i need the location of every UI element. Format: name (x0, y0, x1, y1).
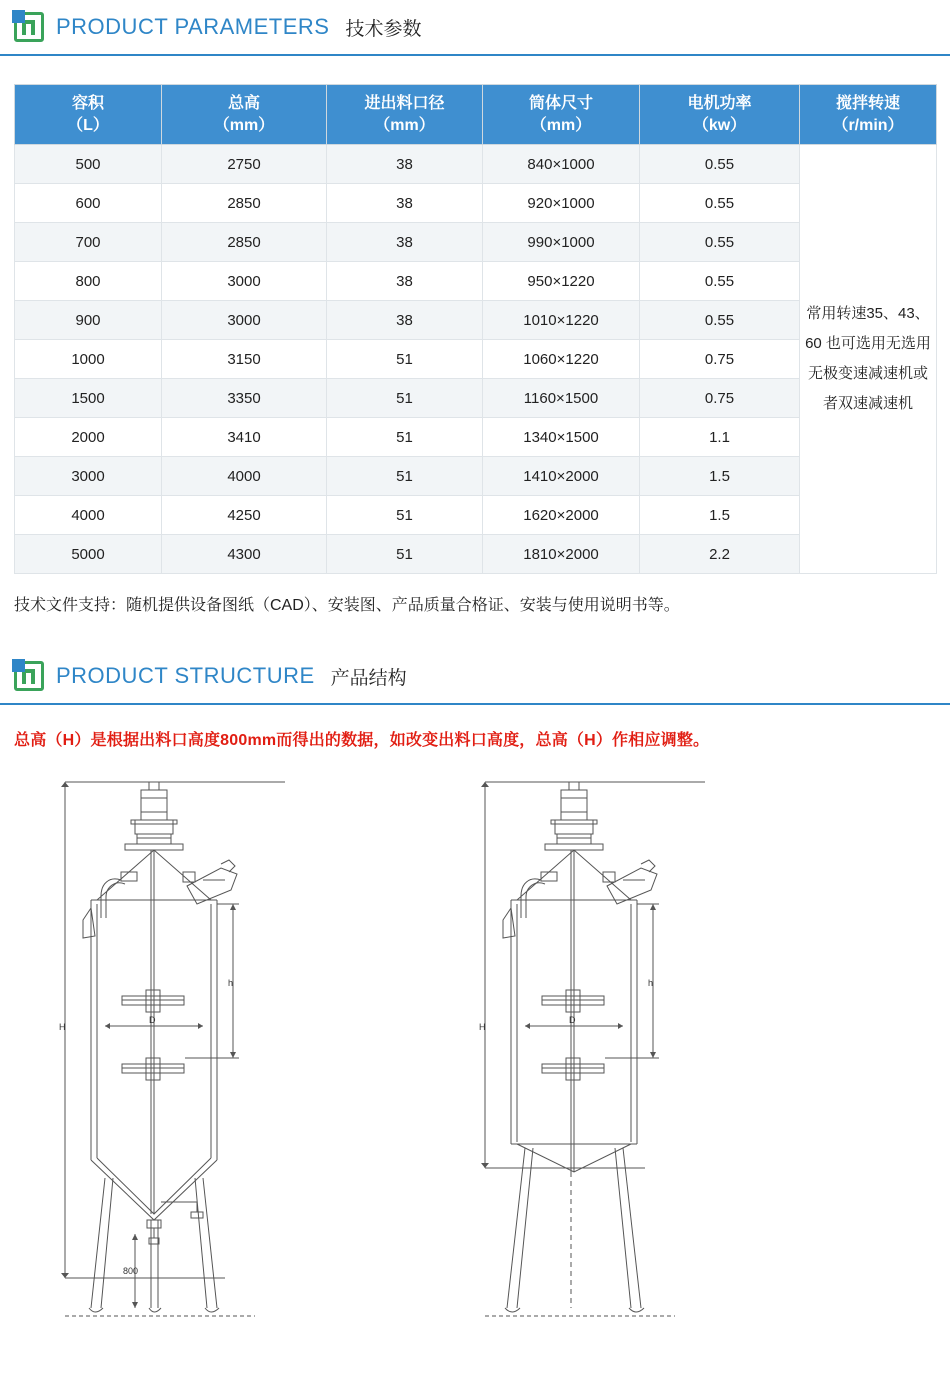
cell-body: 1410×2000 (483, 457, 640, 496)
cell-body: 990×1000 (483, 223, 640, 262)
table-header-cell (483, 85, 640, 145)
tank-drawing-right (479, 782, 705, 1316)
cell-volume: 800 (15, 262, 162, 301)
section-title-en: PRODUCT STRUCTURE (56, 663, 315, 689)
cell-port: 51 (327, 418, 483, 457)
cell-port: 38 (327, 184, 483, 223)
table-row (15, 340, 937, 379)
cell-port: 51 (327, 535, 483, 574)
header-line-2: （mm） (374, 116, 435, 134)
parameters-table (14, 84, 937, 574)
cell-volume: 1000 (15, 340, 162, 379)
structure-red-note: 总高（H）是根据出料口高度800mm而得出的数据，如改变出料口高度，总高（H）作相应调整。 (14, 732, 710, 750)
header-line-2: （mm） (213, 116, 275, 134)
section-title-cn: 产品结构 (330, 667, 407, 689)
cell-power: 0.55 (640, 262, 800, 301)
cell-body: 1620×2000 (483, 496, 640, 535)
cell-height: 3000 (162, 262, 327, 301)
cell-volume: 500 (15, 145, 162, 184)
cell-volume: 600 (15, 184, 162, 223)
cell-body: 1010×1220 (483, 301, 640, 340)
table-row (15, 379, 937, 418)
header-line-1: 总高 (227, 95, 260, 112)
header-line-2: （kw） (692, 116, 747, 134)
table-header-cell (327, 85, 483, 145)
cell-power: 1.1 (640, 418, 800, 457)
header-line-1: 搅拌转速 (835, 95, 900, 112)
table-row (15, 145, 937, 184)
cell-body: 1810×2000 (483, 535, 640, 574)
brand-logo-icon (14, 661, 44, 691)
dim-label-H: H (59, 1022, 66, 1033)
parameters-table-wrapper (0, 56, 950, 574)
tank-drawings-svg (25, 768, 925, 1328)
tech-file-note: 技术文件支持：随机提供设备图纸（CAD）、安装图、产品质量合格证、安装与使用说明书等。 (14, 597, 680, 615)
structure-drawing-area (0, 750, 950, 1328)
cell-volume: 700 (15, 223, 162, 262)
table-row (15, 223, 937, 262)
cell-height: 4300 (162, 535, 327, 574)
tank-drawing-left (59, 782, 285, 1316)
table-header-cell (800, 85, 937, 145)
cell-volume: 1500 (15, 379, 162, 418)
section-header-parameters (0, 0, 950, 56)
cell-volume: 2000 (15, 418, 162, 457)
cell-port: 38 (327, 145, 483, 184)
cell-volume: 3000 (15, 457, 162, 496)
table-row (15, 184, 937, 223)
cell-body: 840×1000 (483, 145, 640, 184)
cell-height: 2850 (162, 184, 327, 223)
header-line-1: 容积 (71, 95, 104, 112)
cell-power: 2.2 (640, 535, 800, 574)
table-row (15, 262, 937, 301)
dim-label-D: D (569, 1015, 576, 1026)
cell-power: 0.55 (640, 223, 800, 262)
cell-port: 51 (327, 457, 483, 496)
table-row (15, 418, 937, 457)
section-title-en: PRODUCT PARAMETERS (56, 14, 330, 39)
table-header-cell (15, 85, 162, 145)
cell-height: 2750 (162, 145, 327, 184)
cell-stirring-speed: 常用转速35、43、60 也可选用无选用无极变速减速机或者双速减速机 (800, 145, 937, 574)
dim-label-D: D (149, 1015, 156, 1026)
header-line-1: 电机功率 (687, 95, 752, 112)
table-row (15, 535, 937, 574)
cell-height: 4250 (162, 496, 327, 535)
table-header-cell (640, 85, 800, 145)
cell-power: 0.75 (640, 340, 800, 379)
cell-body: 1160×1500 (483, 379, 640, 418)
cell-height: 3350 (162, 379, 327, 418)
cell-height: 3000 (162, 301, 327, 340)
cell-height: 3410 (162, 418, 327, 457)
cell-power: 0.55 (640, 301, 800, 340)
cell-volume: 5000 (15, 535, 162, 574)
dim-label-h: h (648, 978, 654, 989)
cell-port: 38 (327, 223, 483, 262)
cell-power: 1.5 (640, 496, 800, 535)
cell-port: 51 (327, 379, 483, 418)
cell-port: 51 (327, 496, 483, 535)
cell-body: 920×1000 (483, 184, 640, 223)
cell-power: 0.75 (640, 379, 800, 418)
brand-logo-icon (14, 12, 44, 42)
cell-body: 1340×1500 (483, 418, 640, 457)
cell-power: 1.5 (640, 457, 800, 496)
table-row (15, 301, 937, 340)
section-title-cn: 技术参数 (345, 18, 422, 40)
cell-power: 0.55 (640, 145, 800, 184)
table-header-row (15, 85, 937, 145)
table-header-cell (162, 85, 327, 145)
cell-body: 950×1220 (483, 262, 640, 301)
section-header-structure (0, 649, 950, 705)
table-row (15, 496, 937, 535)
dim-label-H: H (479, 1022, 486, 1033)
dim-label-800: 800 (123, 1266, 139, 1277)
header-line-1: 进出料口径 (364, 95, 445, 112)
cell-volume: 4000 (15, 496, 162, 535)
cell-port: 38 (327, 301, 483, 340)
cell-body: 1060×1220 (483, 340, 640, 379)
cell-height: 4000 (162, 457, 327, 496)
cell-power: 0.55 (640, 184, 800, 223)
cell-port: 38 (327, 262, 483, 301)
header-line-2: （L） (67, 116, 109, 134)
cell-height: 2850 (162, 223, 327, 262)
cell-height: 3150 (162, 340, 327, 379)
header-line-2: （r/min） (832, 116, 904, 134)
header-line-2: （mm） (530, 116, 592, 134)
dim-label-h: h (228, 978, 234, 989)
header-line-1: 筒体尺寸 (528, 95, 593, 112)
cell-volume: 900 (15, 301, 162, 340)
cell-port: 51 (327, 340, 483, 379)
table-row (15, 457, 937, 496)
